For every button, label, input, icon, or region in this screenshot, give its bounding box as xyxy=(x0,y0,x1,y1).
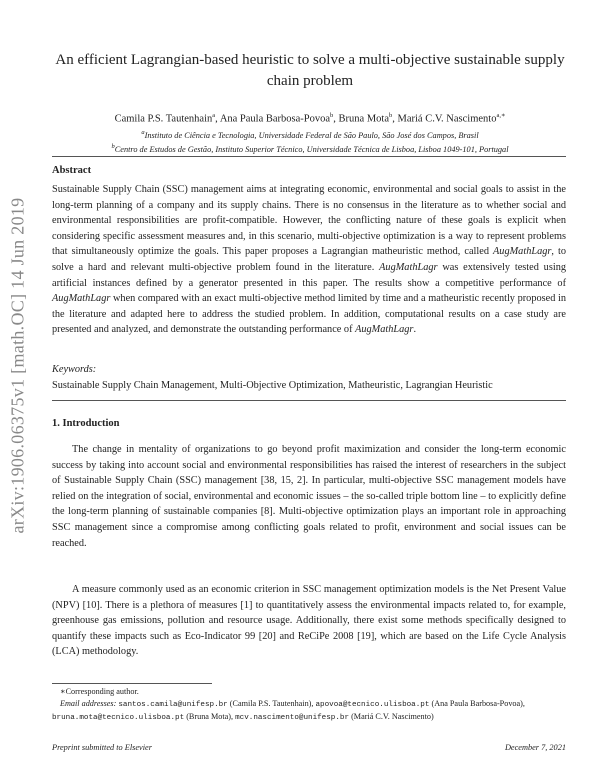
author: Camila P.S. Tautenhain xyxy=(114,113,213,125)
abstract-heading: Abstract xyxy=(52,165,92,176)
author-list: Camila P.S. Tautenhain$^a$, Ana Paula Barbosa-Povoa$^b$, Bruna Mota$^b$, Mariá C.V. Nascimento$^{a,∗}$ xyxy=(114,112,506,125)
arxiv-stamp: arXiv:1906.06375v1 [math.OC] 14 Jun 2019 xyxy=(7,197,28,534)
email-owner: (Ana Paula Barbosa-Povoa), xyxy=(431,698,525,708)
email[interactable]: bruna.mota@tecnico.ulisboa.pt xyxy=(52,714,185,722)
keywords-label: Keywords: xyxy=(52,364,97,375)
affiliation: Instituto de Ciência e Tecnologia, Universidade Federal de São Paulo, São José dos Campos, Brasil xyxy=(144,130,479,140)
email-label: Email addresses: xyxy=(60,698,117,708)
author: Mariá C.V. Nascimento xyxy=(397,113,497,125)
aff-sup: b xyxy=(111,142,115,150)
divider xyxy=(52,156,566,157)
email-owner: (Mariá C.V. Nascimento) xyxy=(351,712,434,721)
affiliations xyxy=(40,127,580,155)
paper-title: An efficient Lagrangian-based heuristic to solve a multi-objective sustainable supply chain problem xyxy=(55,52,565,89)
author: Bruna Mota xyxy=(338,113,389,125)
corresponding-note: ∗Corresponding author. xyxy=(60,687,139,696)
author-sup: a,∗ xyxy=(496,112,506,119)
paragraph: A measure commonly used as an economic criterion in SSC management optimization models is the Net Present Value (NPV) [10]. There is a plethora of measures [1] to quantitatively assess the environmental impacts related to, for example, greenhouse gas emissions, pollution and resource usage. Additionally, there exist some methods specifically designed to quantify these impacts such as Eco-Indicator 99 [20] and ReCiPe 2008 [19], which are based on the Life Cycle Analysis (LCA) methodology. xyxy=(52,584,566,658)
email[interactable]: apovoa@tecnico.ulisboa.pt xyxy=(315,700,430,709)
affiliation: Centro de Estudos de Gestão, Instituto Superior Técnico, Universidade Técnica de Lisboa, Lisboa 1049-101, Portugal xyxy=(114,144,509,154)
footer-date: December 7, 2021 xyxy=(504,743,566,752)
aff-sup: a xyxy=(141,129,145,136)
author: Ana Paula Barbosa-Povoa xyxy=(219,113,331,125)
divider xyxy=(52,400,566,401)
email[interactable]: santos.camila@unifesp.br xyxy=(118,700,228,709)
abstract-text: Sustainable Supply Chain (SSC) management aims at integrating economic, environmental and social goals to assist in the long-term planning of a company and its supply chains. There is no consensus in the literature as to whether social and environmental responsibilities are profit-compatible. However, the conflicting nature of these goals is explicit when considering specific assessment measures and, in this scenario, multi-objective optimization is a way to represent problems that simultaneously optimize the goals. This paper proposes a Lagrangian matheuristic method, called AugMathLagr, to solve a hard and relevant multi-objective problem found in the literature. AugMathLagr was extensively tested using artificial instances defined by a generator presented in this paper. The results show a competitive performance of AugMathLagr when compared with an exact multi-objective method limited by time and a matheuristic recently proposed in the literature and adapted here to address the studied problem. In addition, computational results on a case study are presented and analyzed, and demonstrate the outstanding performance of AugMathLagr. xyxy=(52,184,566,336)
author-sup: a xyxy=(212,112,216,119)
email-owner: (Bruna Mota), xyxy=(186,712,234,721)
keywords-text: Sustainable Supply Chain Management, Multi-Objective Optimization, Matheuristic, Lagrangian Heuristic xyxy=(52,380,493,391)
paragraph: The change in mentality of organizations to go beyond profit maximization and consider the long-term economic success by taking into account social and environmental responsibilities has raised the interest of researchers in the subject of Sustainable Supply Chain (SSC) management [38, 15, 2]. In particular, multi-objective SSC management models have relied on the integration of social, environmental and economic issues – the so-called triple bottom line – to explicitly define the long-term planning of sustainable companies [8]. Multi-objective optimization plays an important role in approaching SSC management since a compromise among conflicting goals related to profit, environment and social issues can be reached. xyxy=(52,444,566,549)
section-heading: 1. Introduction xyxy=(52,418,120,429)
email[interactable]: mcv.nascimento@unifesp.br xyxy=(235,714,350,722)
footnote-rule xyxy=(52,683,212,684)
author-sup: b xyxy=(330,112,334,119)
footnote xyxy=(52,686,566,725)
email-owner: (Camila P.S. Tautenhain), xyxy=(229,698,314,708)
footer-left: Preprint submitted to Elsevier xyxy=(52,743,152,752)
author-sup: b xyxy=(389,112,393,119)
